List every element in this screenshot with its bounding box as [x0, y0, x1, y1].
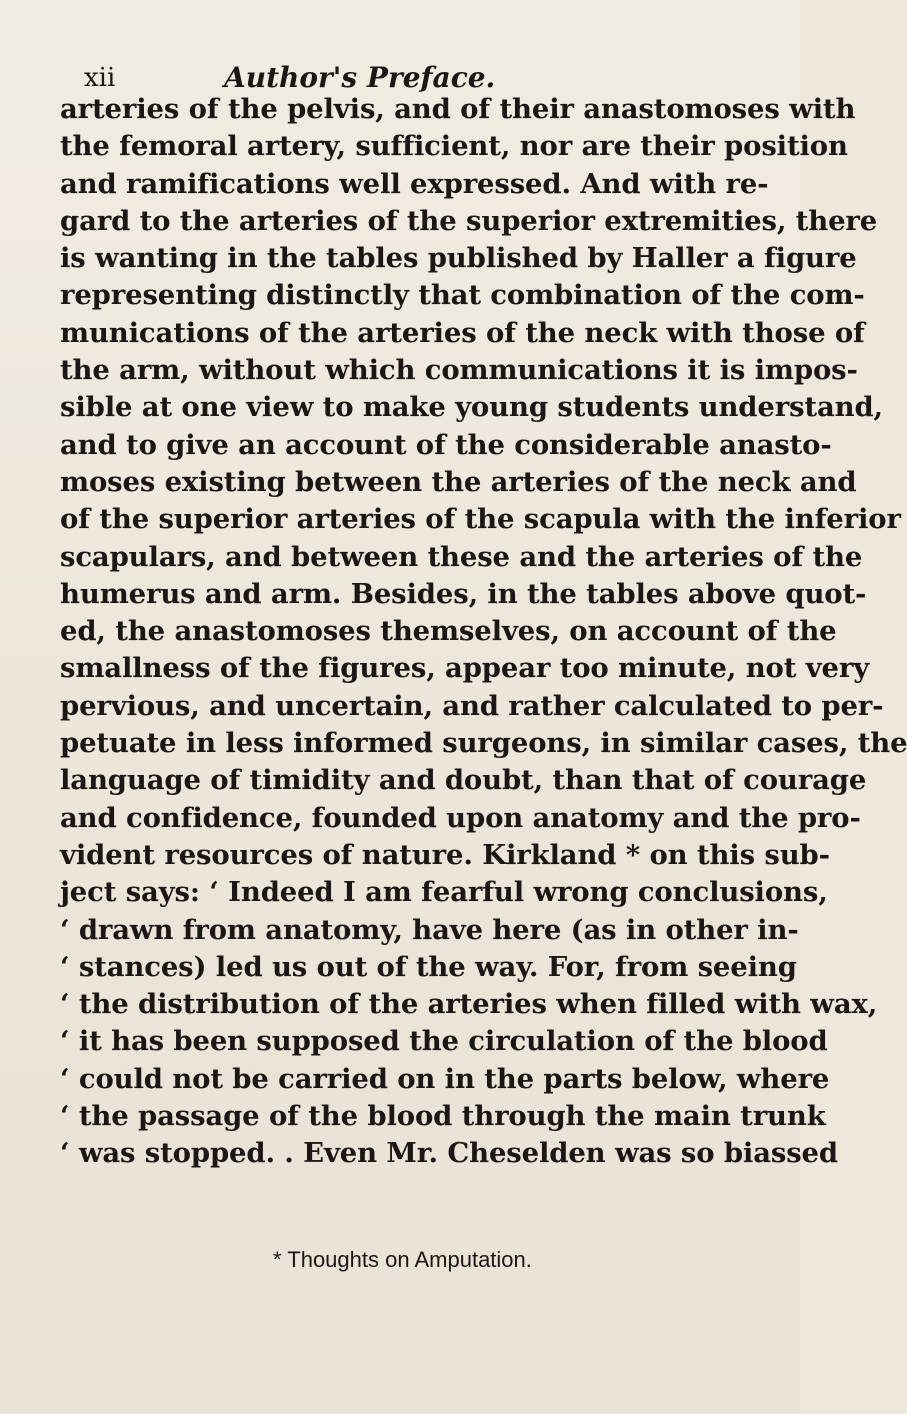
- text-line: the femoral artery, sufficient, nor are their position: [60, 130, 848, 163]
- text-line: ‘ it has been supposed the circulation of the blood: [60, 1025, 828, 1058]
- text-line: the arm, without which communications it is impos-: [60, 354, 858, 387]
- text-line: humerus and arm. Besides, in the tables above quot-: [60, 577, 867, 610]
- page-header-title: Author's Preface.: [224, 61, 496, 94]
- text-line: pervious, and uncertain, and rather calculated to per-: [60, 689, 884, 722]
- text-line: moses existing between the arteries of the neck and: [60, 465, 857, 498]
- text-line: ‘ was stopped. . Even Mr. Cheselden was so biassed: [60, 1137, 838, 1170]
- text-line: ject says: ‘ Indeed I am fearful wrong conclusions,: [60, 876, 828, 909]
- text-line: arteries of the pelvis, and of their anastomoses with: [60, 93, 856, 125]
- text-line: representing distinctly that combination of the com-: [60, 279, 865, 312]
- text-line: sible at one view to make young students understand,: [60, 391, 883, 424]
- footnote: * Thoughts on Amputation.: [273, 1247, 532, 1272]
- text-line: munications of the arteries of the neck with those of: [60, 316, 865, 349]
- text-line: and ramifications well expressed. And with re-: [60, 167, 769, 200]
- text-line: of the superior arteries of the scapula with the inferior: [60, 503, 901, 536]
- text-line: is wanting in the tables published by Haller a figure: [60, 242, 857, 275]
- text-line: ‘ stances) led us out of the way. For, from seeing: [60, 950, 797, 983]
- text-line: gard to the arteries of the superior extremities, there: [60, 204, 878, 237]
- text-line: and to give an account of the considerable anasto-: [60, 428, 832, 461]
- text-line: scapulars, and between these and the arteries of the: [60, 540, 863, 573]
- text-line: language of timidity and doubt, than that of courage: [60, 764, 867, 797]
- text-line: smallness of the figures, appear too minute, not very: [60, 652, 870, 685]
- text-line: petuate in less informed surgeons, in similar cases, the: [60, 727, 907, 760]
- text-line: vident resources of nature. Kirkland * on this sub-: [60, 838, 830, 871]
- text-line: ‘ drawn from anatomy, have here (as in other in-: [60, 913, 799, 946]
- text-line: ed, the anastomoses themselves, on account of the: [60, 615, 837, 648]
- text-line: ‘ the passage of the blood through the main trunk: [60, 1100, 826, 1133]
- text-line: ‘ the distribution of the arteries when filled with wax,: [60, 988, 878, 1021]
- page-number: xii: [84, 63, 116, 93]
- text-line: and confidence, founded upon anatomy and the pro-: [60, 801, 861, 834]
- body-text: [60, 91, 907, 1173]
- text-line: ‘ could not be carried on in the parts below, where: [60, 1062, 830, 1095]
